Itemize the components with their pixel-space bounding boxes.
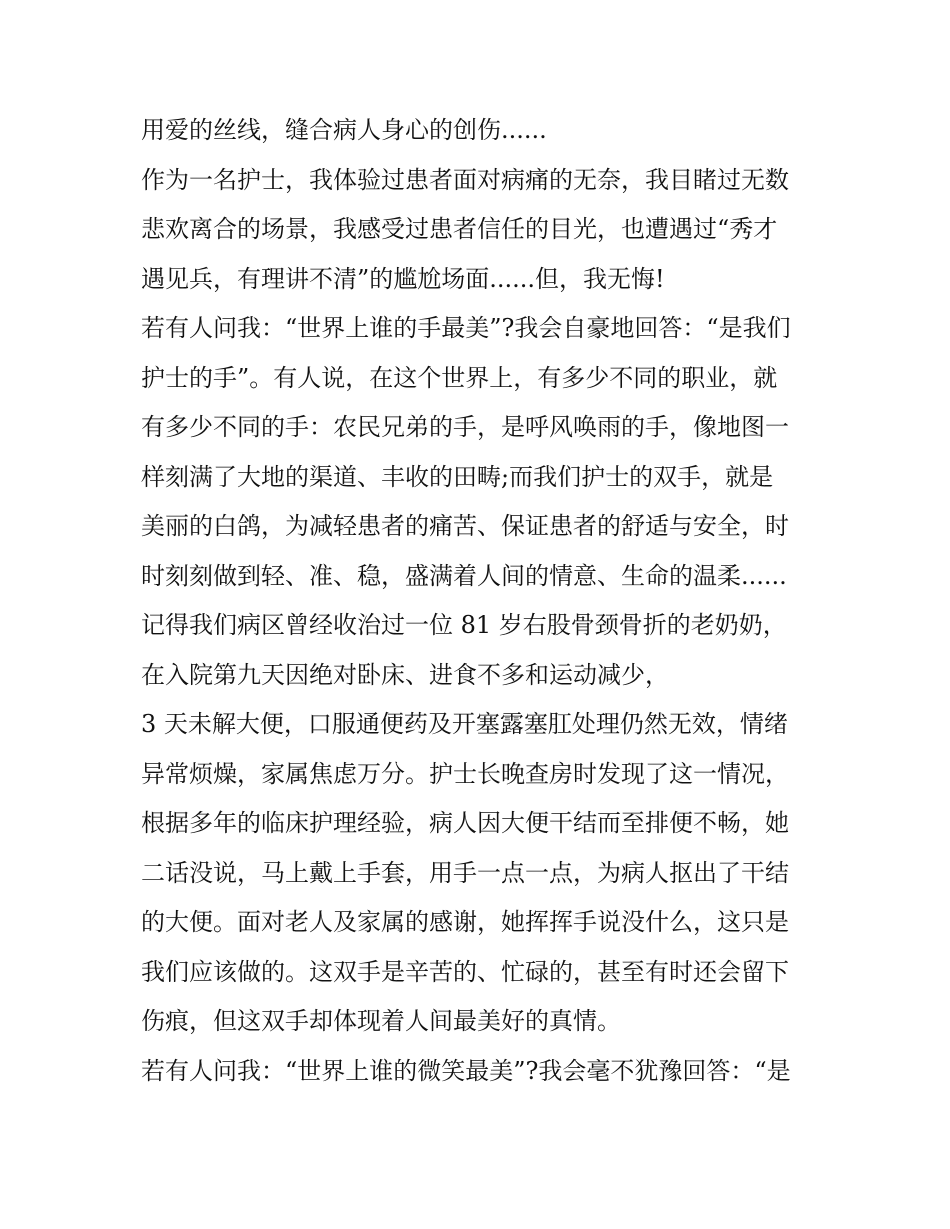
text-line-13: 3 天未解大便，口服通便药及开塞露塞肛处理仍然无效，情绪 <box>141 710 788 738</box>
text-line-14: 异常烦燥，家属焦虑万分。护士长晚查房时发现了这一情况， <box>141 759 789 788</box>
body-text <box>141 106 831 1096</box>
text-line-10: 时刻刻做到轻、准、稳，盛满着人间的情意、生命的温柔...... <box>141 561 787 590</box>
text-line-20: 若有人问我：“世界上谁的微笑最美”?我会毫不犹豫回答：“是 <box>141 1056 791 1085</box>
text-line-15: 根据多年的临床护理经验，病人因大便干结而至排便不畅，她 <box>141 809 789 837</box>
text-line-16: 二话没说，马上戴上手套，用手一点一点，为病人抠出了干结 <box>141 858 789 887</box>
text-line-18: 我们应该做的。这双手是辛苦的、忙碌的，甚至有时还会留下 <box>141 957 789 986</box>
text-line-3: 悲欢离合的场景，我感受过患者信任的目光，也遭遇过“秀才 <box>141 215 778 243</box>
text-line-9: 美丽的白鸽，为减轻患者的痛苦、保证患者的舒适与安全，时 <box>141 512 789 540</box>
text-line-1: 用爱的丝线，缝合病人身心的创伤...... <box>141 116 547 144</box>
text-line-7: 有多少不同的手：农民兄弟的手，是呼风唤雨的手，像地图一 <box>141 413 789 441</box>
text-line-17: 的大便。面对老人及家属的感谢，她挥挥手说没什么，这只是 <box>141 908 789 936</box>
text-line-11: 记得我们病区曾经收治过一位 81 岁右股骨颈骨折的老奶奶， <box>141 611 787 639</box>
text-line-5: 若有人问我：“世界上谁的手最美”?我会自豪地回答：“是我们 <box>141 314 791 342</box>
text-line-6: 护士的手”。有人说，在这个世界上，有多少不同的职业，就 <box>141 363 778 392</box>
text-line-8: 样刻满了大地的渠道、丰收的田畴;而我们护士的双手，就是 <box>141 462 774 491</box>
text-line-19: 伤痕，但这双手却体现着人间最美好的真情。 <box>141 1007 621 1035</box>
text-line-4: 遇见兵，有理讲不清”的尴尬场面......但，我无悔! <box>141 264 665 293</box>
text-line-12: 在入院第九天因绝对卧床、进食不多和运动减少， <box>141 660 669 689</box>
text-line-2: 作为一名护士，我体验过患者面对病痛的无奈，我目睹过无数 <box>141 165 789 194</box>
